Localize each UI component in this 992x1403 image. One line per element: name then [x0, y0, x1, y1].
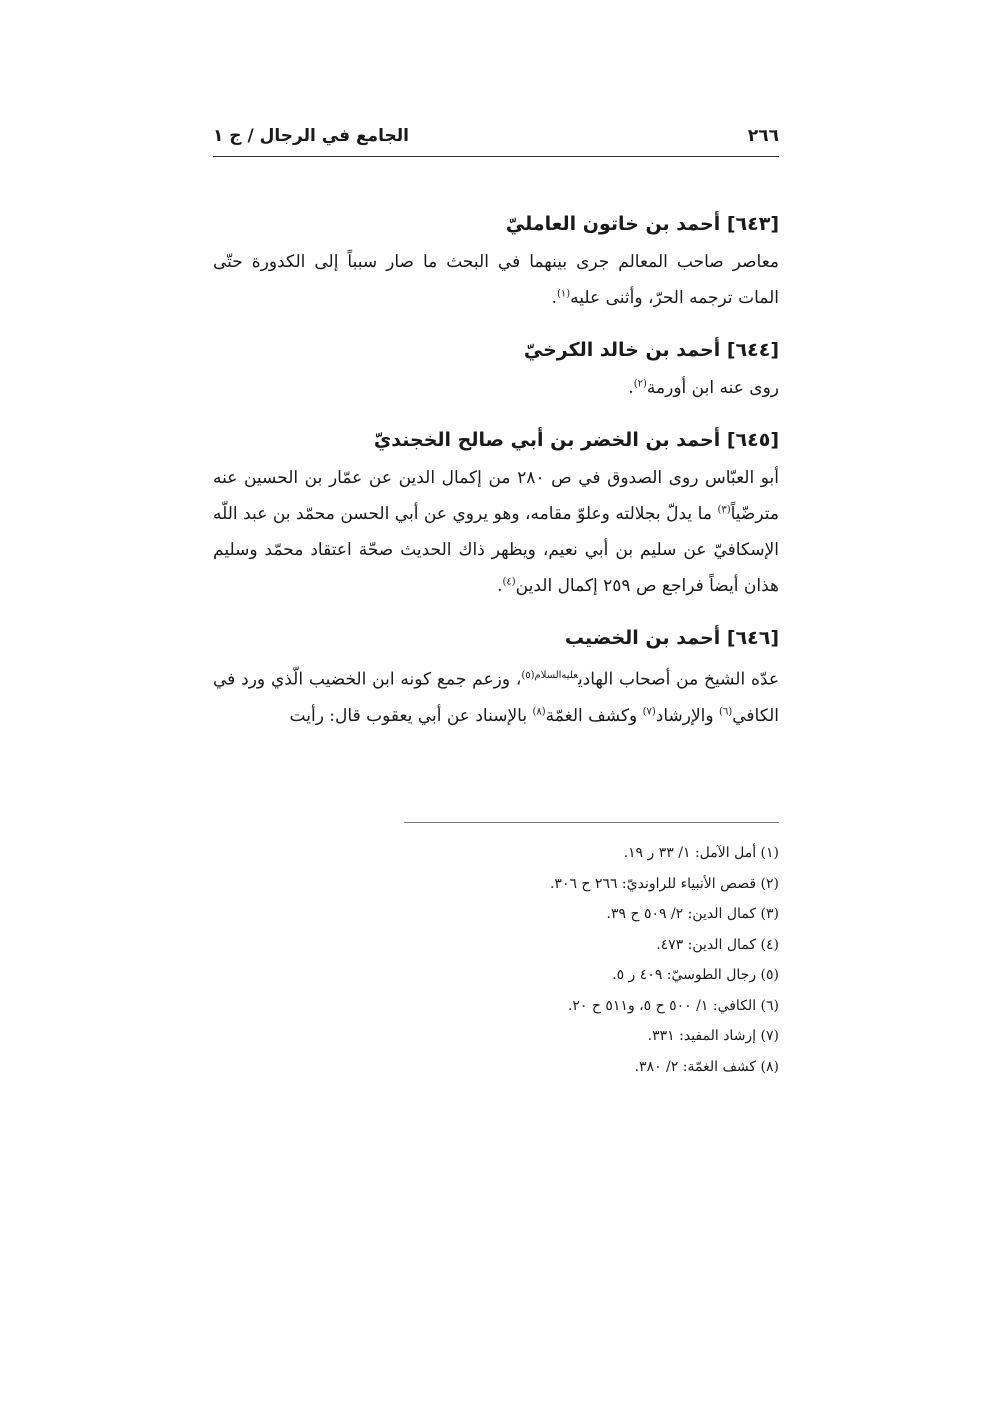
footnote-ref[interactable]: (٨)	[532, 706, 546, 717]
entry-heading: [٦٤٥] أحمد بن الخضر بن أبي صالح الخجنديّ	[373, 429, 779, 451]
entry-643	[213, 204, 779, 316]
running-title: الجامع في الرجال / ج ١	[213, 126, 409, 146]
entry-text: أبو العبّاس روى الصدوق في ص ٢٨٠ من إكمال الدين عن عمّار بن الحسين عنه مترضّياً$^{(٣)}$ ما يدلّ بجلالته وعلوّ مقامه، وهو يروي عن أبي الحسن محمّد بن عبد اللّه الإسكافيّ عن سليم بن أبي نعيم، ويظهر ذاك الحديث صحّة اعتقاد محمّد وسليم هذان أيضاً فراجع ص ٢٥٩ إكمال الدين$^{(٤)}$.	[213, 468, 779, 596]
footnote-ref[interactable]: (٢)	[633, 378, 647, 390]
footnote-item: (٨) كشف الغمّة: ٢/ ٣٨٠.	[634, 1058, 779, 1075]
entry-text: روى عنه ابن أورمة$^{(٢)}$.	[628, 378, 779, 398]
footnote-ref[interactable]: (٧)	[642, 706, 656, 717]
entry-644	[213, 330, 779, 406]
honorific-glyph: عليه‌السلام	[534, 670, 578, 681]
footnote-item: (١) أمل الآمل: ١/ ٣٣ ر ١٩.	[623, 845, 779, 861]
footnote-item: (٥) رجال الطوسيّ: ٤٠٩ ر ٥.	[612, 967, 779, 983]
footnote-ref[interactable]: (٥)	[521, 670, 535, 681]
footnote-ref[interactable]: (١)	[556, 288, 571, 300]
footnotes-list	[213, 838, 779, 1082]
entry-heading: [٦٤٤] أحمد بن خالد الكرخيّ	[523, 339, 779, 361]
footnote-item: (٤) كمال الدين: ٤٧٣.	[656, 936, 779, 953]
entry-text: عدّه الشيخ من أصحاب الهادي$^{عليه‌السلام(٥)}$، وزعم جمع كونه ابن الخضيب الّذي ورد في الكافي$^{(٦)}$ والإرشاد$^{(٧)}$ وكشف الغمّة$^{(٨)}$ بالإسناد عن أبي يعقوب قال: رأيت	[213, 669, 779, 726]
footnote-ref[interactable]: (٣)	[717, 504, 731, 516]
entry-646	[213, 618, 779, 734]
footnote-item: (٧) إرشاد المفيد: ٣٣١.	[647, 1028, 779, 1044]
page-number: ٢٦٦	[747, 126, 779, 146]
entry-text: معاصر صاحب المعالم جرى بينهما في البحث ما صار سبباً إلى الكدورة حتّى المات ترجمه الحرّ، وأثنى عليه$^{(١)}$.	[213, 252, 779, 308]
running-header	[213, 122, 779, 157]
entry-645	[213, 420, 779, 604]
entry-heading: [٦٤٣] أحمد بن خاتون العامليّ	[505, 213, 779, 235]
footnote-item: (٣) كمال الدين: ٢/ ٥٠٩ ح ٣٩.	[606, 906, 779, 922]
page-body	[213, 204, 779, 748]
document-page	[213, 0, 779, 1403]
footnote-divider	[404, 822, 779, 823]
footnote-ref[interactable]: (٤)	[502, 576, 516, 588]
entry-heading: [٦٤٦] أحمد بن الخضيب	[564, 627, 779, 649]
footnote-item: (٢) قصص الأنبياء للراونديّ: ٢٦٦ ح ٣٠٦.	[549, 875, 779, 892]
footnote-item: (٦) الكافي: ١/ ٥٠٠ ح ٥، و٥١١ ح ٢٠.	[567, 997, 779, 1014]
footnote-ref[interactable]: (٦)	[719, 706, 733, 717]
